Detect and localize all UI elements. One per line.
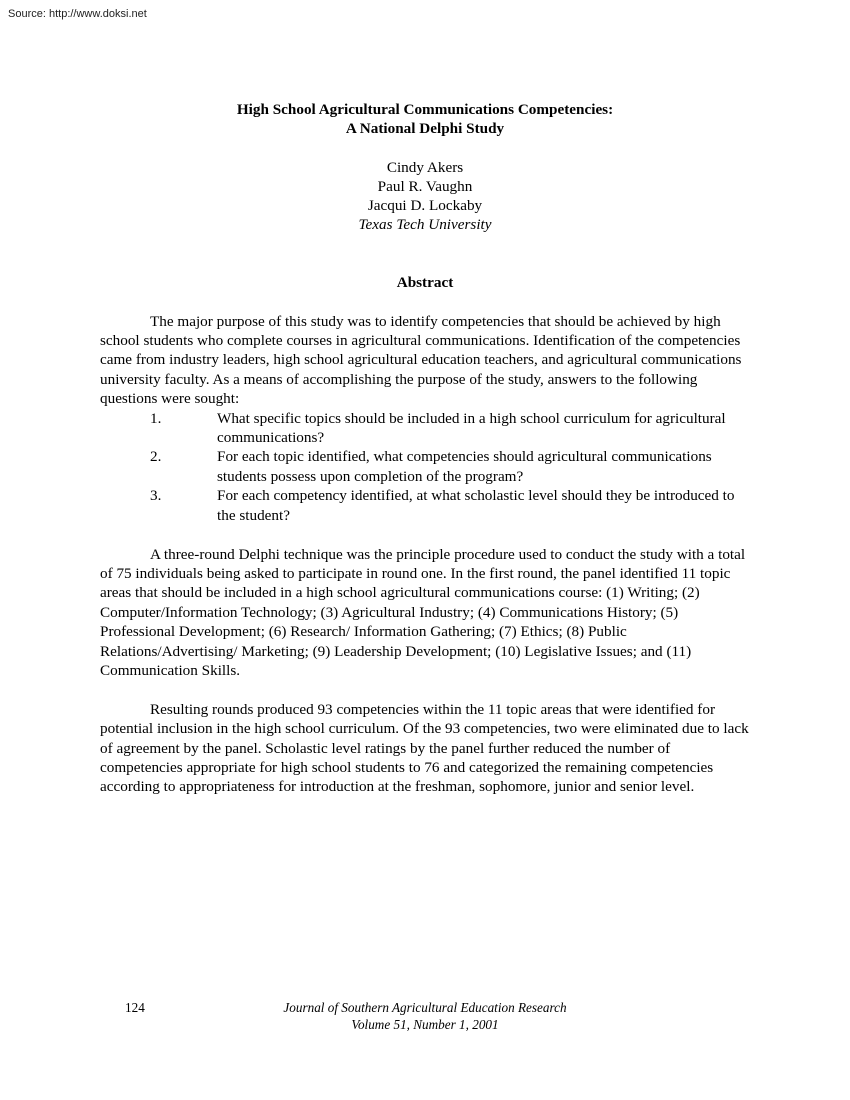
paper-title — [100, 100, 750, 139]
abstract-paragraph-1 — [100, 312, 750, 409]
page-number: 124 — [125, 1000, 145, 1015]
list-item — [100, 447, 750, 486]
source-label: Source: http://www.doksi.net — [8, 8, 147, 20]
list-item-text: What specific topics should be included in a high school curriculum for agricultural communications? — [217, 409, 726, 446]
title-line-2: A National Delphi Study — [345, 120, 505, 138]
paper-page — [100, 100, 750, 797]
author-name: Paul R. Vaughn — [377, 178, 473, 196]
paragraph-text: Resulting rounds produced 93 competencies within the 11 topic areas that were identified for potential inclusion in the high school curriculum. Of the 93 competencies, two were eliminated due to lack of agreement by the panel. Scholastic level ratings by the panel further reduced the number of competencies appropriate for high school students to 76 and categorized the remaining competencies according to appropriateness for introduction at the freshman, sophomore, junior and senior level. — [100, 700, 749, 796]
research-questions-list — [100, 409, 750, 525]
author-name: Jacqui D. Lockaby — [367, 197, 483, 215]
page-footer — [0, 1000, 850, 1033]
paragraph-text: The major purpose of this study was to identify competencies that should be achieved by high school students who complete courses in agricultural communications. Identification of the competencies came from industry leaders, high school agricultural education teachers, and agricultural communications university faculty. As a means of accomplishing the purpose of the study, answers to the following questions were sought: — [100, 312, 742, 408]
abstract-paragraph-2 — [100, 545, 750, 681]
abstract-paragraph-3 — [100, 700, 750, 797]
list-item — [100, 486, 750, 525]
list-item-number: 3. — [150, 487, 162, 505]
author-affiliation: Texas Tech University — [358, 216, 492, 234]
list-item-number: 2. — [150, 448, 162, 466]
author-block — [100, 158, 750, 235]
journal-volume: Volume 51, Number 1, 2001 — [351, 1016, 499, 1032]
list-item-text: For each topic identified, what competencies should agricultural communications students possess upon completion of the program? — [217, 448, 712, 485]
journal-name: Journal of Southern Agricultural Education Research — [283, 1000, 567, 1015]
list-item — [100, 409, 750, 448]
title-line-1: High School Agricultural Communications Competencies: — [236, 101, 614, 118]
paragraph-text: A three-round Delphi technique was the principle procedure used to conduct the study with a total of 75 individuals being asked to participate in round one. In the first round, the panel identified 11 topic areas that should be included in a high school agricultural communications course: (1) Writing; (2) Computer/Information Technology; (3) Agricultural Industry; (4) Communications History; (5) Professional Development; (6) Research/ Information Gathering; (7) Ethics; (8) Public Relations/Advertising/ Marketing; (9) Leadership Development; (10) Legislative Issues; and (11) Communication Skills. — [100, 545, 746, 679]
list-item-text: For each competency identified, at what scholastic level should they be introduced to the student? — [217, 487, 735, 524]
abstract-heading: Abstract — [396, 273, 454, 291]
author-name: Cindy Akers — [386, 158, 464, 176]
list-item-number: 1. — [150, 409, 162, 427]
